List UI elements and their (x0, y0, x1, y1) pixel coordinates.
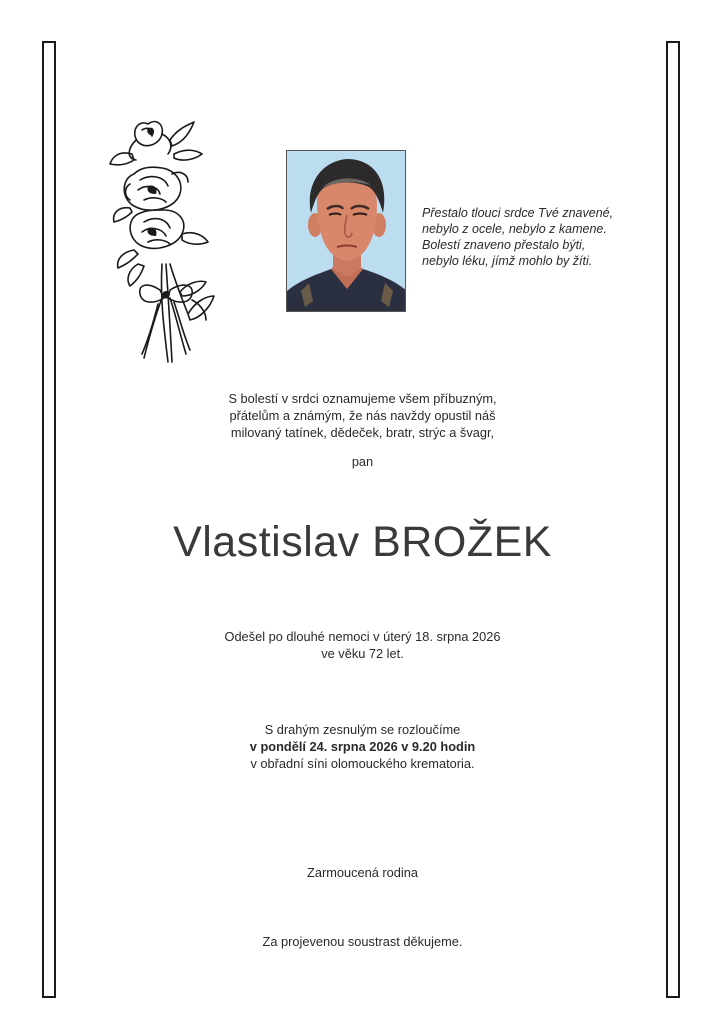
farewell-info (60, 721, 665, 772)
thanks-text: Za projevenou soustrast děkujeme. (262, 934, 463, 949)
farewell-place: v obřadní síni olomouckého krematoria. (250, 756, 475, 771)
portrait-drawing (287, 151, 406, 312)
signature (60, 864, 665, 881)
death-info (60, 628, 665, 662)
death-info-line: Odešel po dlouhé nemoci v úterý 18. srpna 2026 (224, 629, 501, 644)
announcement-line: S bolestí v srdci oznamujeme všem příbuzným, (228, 391, 497, 406)
announcement-text (60, 390, 665, 441)
honorific (60, 453, 665, 470)
signature-text: Zarmoucená rodina (307, 865, 418, 880)
death-info-line: ve věku 72 let. (321, 646, 404, 661)
portrait-photo (286, 150, 406, 312)
farewell-line: S drahým zesnulým se rozloučíme (264, 722, 461, 737)
announcement-line: přátelům a známým, že nás navždy opustil náš (229, 408, 496, 423)
left-border-bar (42, 41, 56, 998)
rose-illustration (108, 114, 218, 366)
poem (422, 205, 662, 269)
farewell-date-time: v pondělí 24. srpna 2026 v 9.20 hodin (249, 739, 476, 754)
poem-line: nebylo léku, jímž mohlo by žíti. (422, 254, 593, 268)
honorific-text: pan (351, 454, 374, 469)
poem-line: Bolestí znaveno přestalo býti, (422, 238, 586, 252)
thanks-note (60, 933, 665, 950)
right-border-bar (666, 41, 680, 998)
poem-line: Přestalo tlouci srdce Tvé znavené, (422, 206, 614, 220)
announcement-line: milovaný tatínek, dědeček, bratr, strýc a švagr, (230, 425, 495, 440)
poem-line: nebylo z ocele, nebylo z kamene. (422, 222, 607, 236)
deceased-name: Vlastislav BROŽEK (173, 518, 552, 566)
